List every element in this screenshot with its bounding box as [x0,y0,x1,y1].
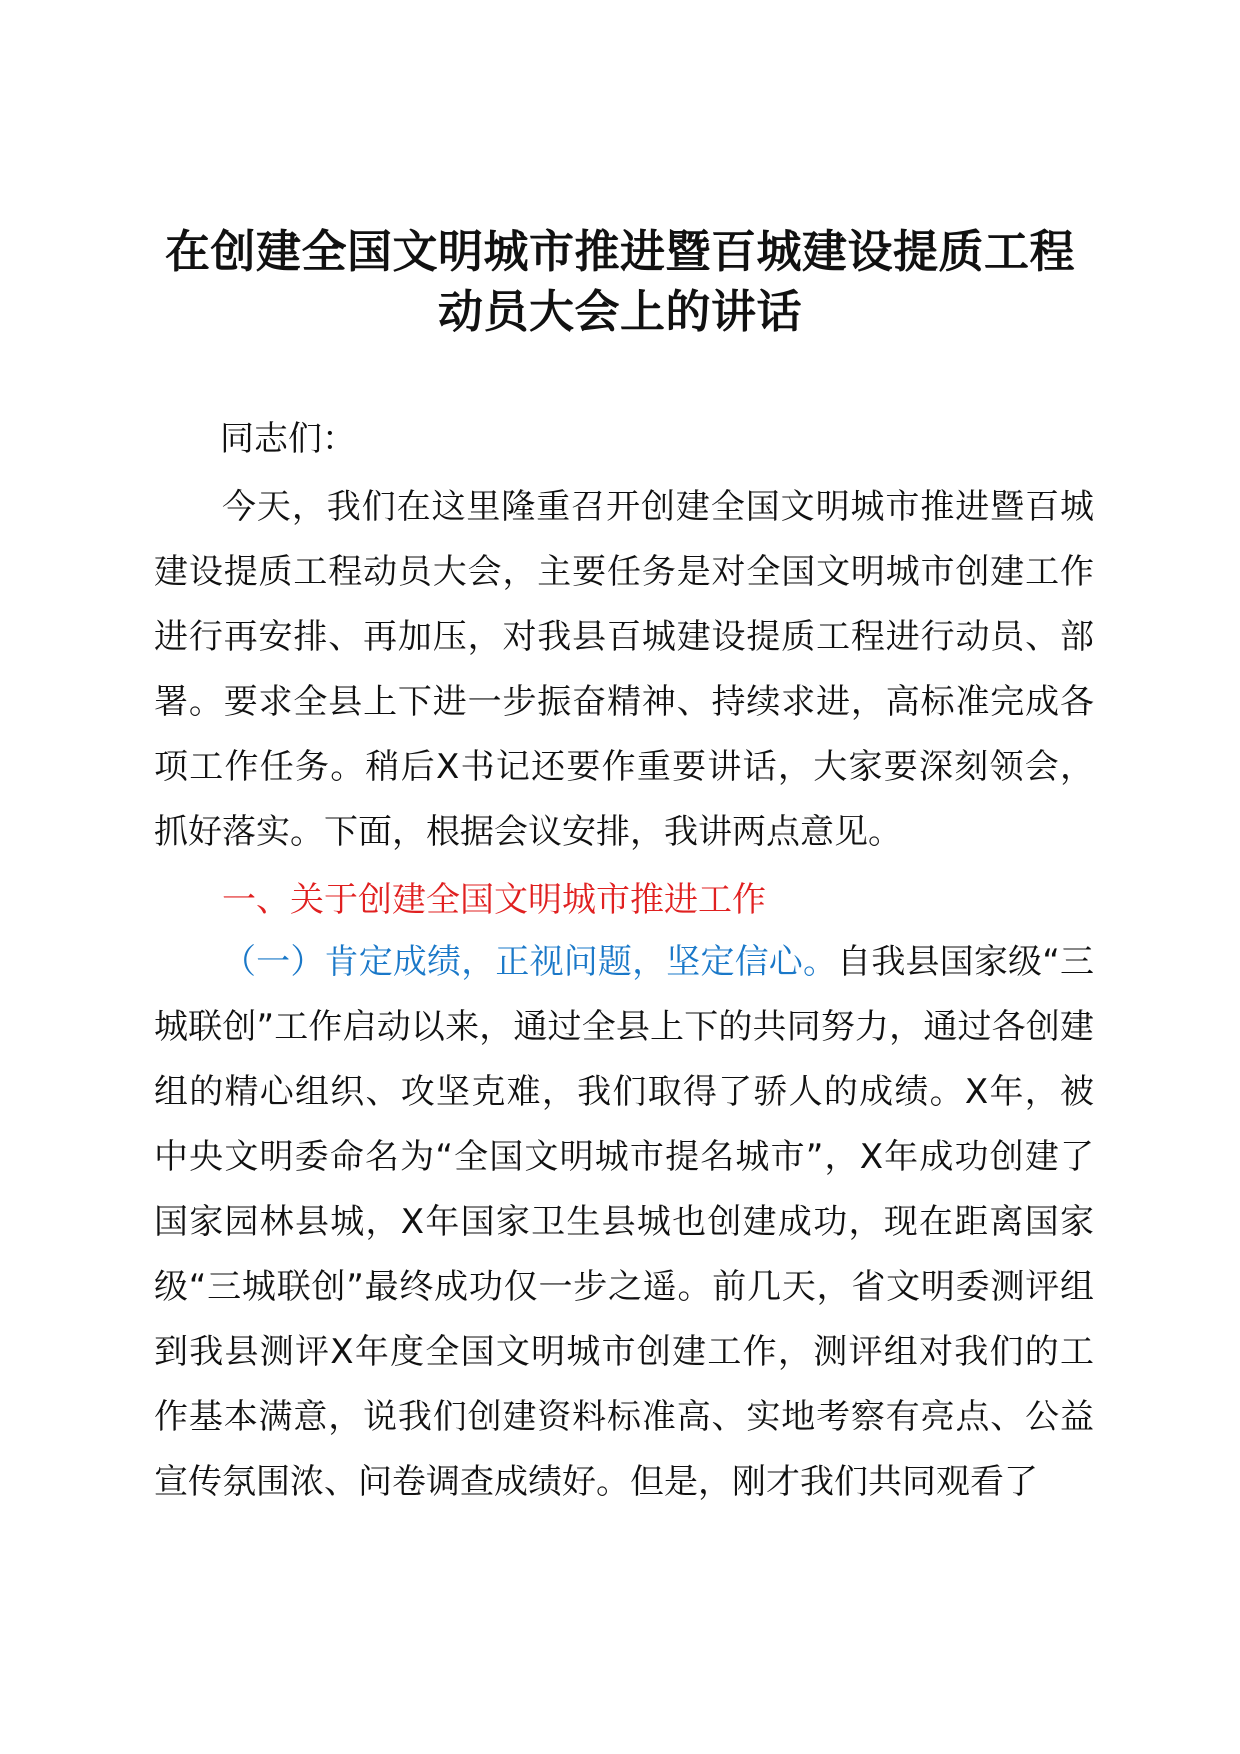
title-line-1: 在创建全国文明城市推进暨百城建设提质工程 [164,225,1075,278]
section-1-heading: 一、关于创建全国文明城市推进工作 [222,880,766,920]
document-title [140,222,1100,342]
subsection-1-heading: （一）肯定成绩，正视问题，坚定信心。 [222,942,838,982]
subsection-1-paragraph [154,930,1094,1515]
subsection-1-body: 自我县国家级“三城联创”工作启动以来，通过全县上下的共同努力，通过各创建组的精心组织、攻坚克难，我们取得了骄人的成绩。X年，被中央文明委命名为“全国文明城市提名城市”，X年成功创建了国家园林县城，X年国家卫生县城也创建成功，现在距离国家级“三城联创”最终成功仅一步之遥。前几天，省文明委测评组到我县测评X年度全国文明城市创建工作，测评组对我们的工作基本满意，说我们创建资料标准高、实地考察有亮点、公益宣传氛围浓、问卷调查成绩好。但是，刚才我们共同观看了 [154,942,1094,1502]
salutation: 同志们： [220,419,356,459]
intro-paragraph: 今天，我们在这里隆重召开创建全国文明城市推进暨百城建设提质工程动员大会，主要任务是对全国文明城市创建工作进行再安排、再加压，对我县百城建设提质工程进行动员、部署。要求全县上下进一步振奋精神、持续求进，高标准完成各项工作任务。稍后X书记还要作重要讲话，大家要深刻领会，抓好落实。下面，根据会议安排，我讲两点意见。 [154,487,1094,852]
title-line-2: 动员大会上的讲话 [437,285,802,338]
